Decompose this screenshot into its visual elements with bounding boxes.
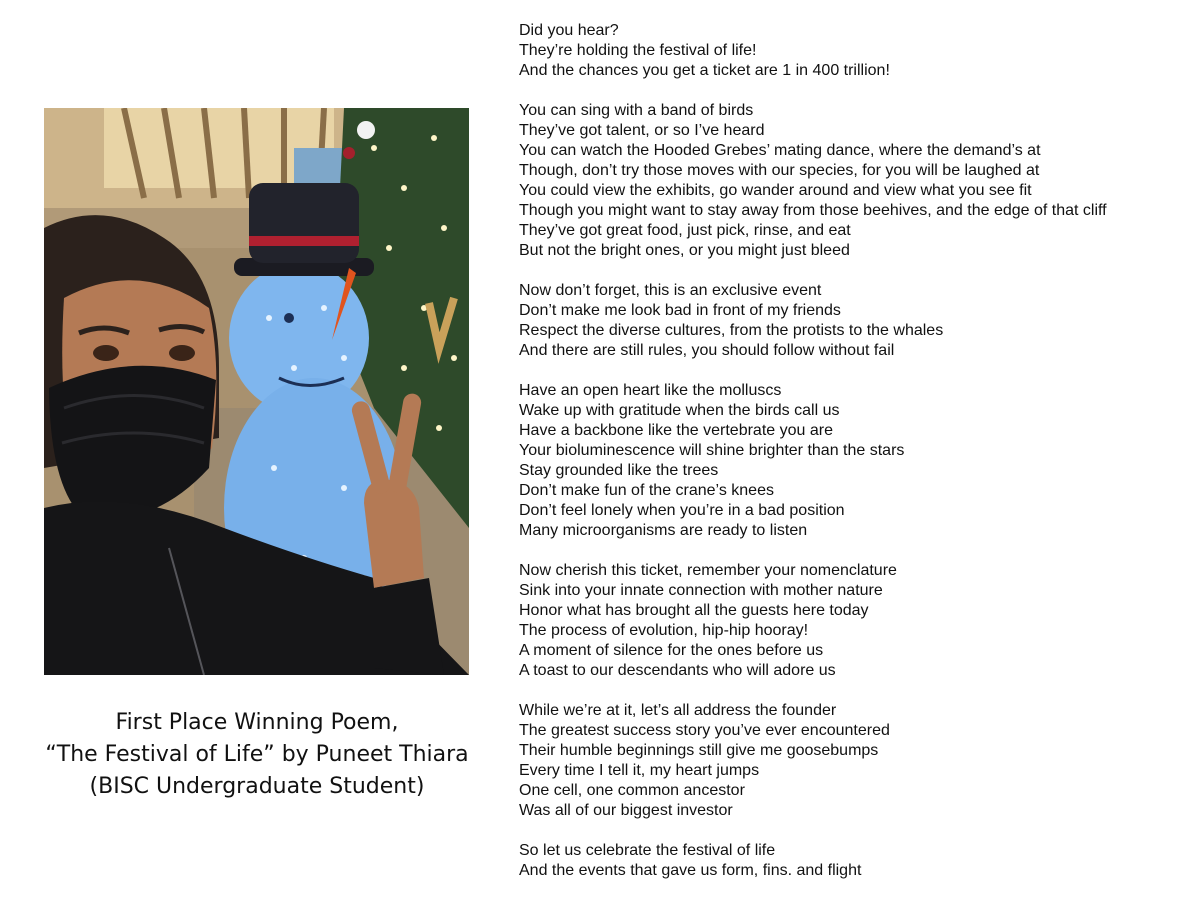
poem-line: The process of evolution, hip-hip hooray! <box>519 622 809 639</box>
selfie-photo <box>44 108 469 675</box>
poem-line: Honor what has brought all the guests here today <box>519 602 869 619</box>
poem-line: They’ve got great food, just pick, rinse, and eat <box>519 222 851 239</box>
poem-line: Have an open heart like the molluscs <box>519 382 782 399</box>
poem-line: Have a backbone like the vertebrate you are <box>519 422 833 439</box>
poem-line: You can sing with a band of birds <box>519 102 754 119</box>
poem-line: Did you hear? <box>519 22 619 39</box>
poem-stanza <box>519 701 1189 821</box>
poem-line: Was all of our biggest investor <box>519 802 733 819</box>
poem-text <box>519 21 1189 901</box>
poem-line: You can watch the Hooded Grebes’ mating dance, where the demand’s at <box>519 142 1041 159</box>
poem-line: A moment of silence for the ones before us <box>519 642 824 659</box>
photo-caption <box>20 707 494 803</box>
poem-line: Don’t feel lonely when you’re in a bad position <box>519 502 845 519</box>
selfie-illustration <box>44 108 469 675</box>
poem-line: Don’t make me look bad in front of my friends <box>519 302 841 319</box>
poem-line: Your bioluminescence will shine brighter than the stars <box>519 442 905 459</box>
poem-line: But not the bright ones, or you might just bleed <box>519 242 850 259</box>
poem-line: Sink into your innate connection with mother nature <box>519 582 883 599</box>
poem-line: The greatest success story you’ve ever encountered <box>519 722 890 739</box>
poem-line: And there are still rules, you should follow without fail <box>519 342 895 359</box>
poem-line: Respect the diverse cultures, from the protists to the whales <box>519 322 944 339</box>
poem-line: You could view the exhibits, go wander around and view what you see fit <box>519 182 1032 199</box>
poem-line: Every time I tell it, my heart jumps <box>519 762 760 779</box>
poem-line: And the chances you get a ticket are 1 in 400 trillion! <box>519 62 890 79</box>
poem-line: Many microorganisms are ready to listen <box>519 522 808 539</box>
poem-line: And the events that gave us form, fins. and flight <box>519 862 862 879</box>
poem-line: Now cherish this ticket, remember your nomenclature <box>519 562 897 579</box>
poem-stanza <box>519 281 1189 361</box>
poem-stanza <box>519 101 1189 261</box>
poem-line: One cell, one common ancestor <box>519 782 745 799</box>
caption-line-1: First Place Winning Poem, <box>115 710 399 735</box>
poem-stanza <box>519 21 1189 81</box>
poem-stanza <box>519 381 1189 541</box>
poem-line: Though, don’t try those moves with our species, for you will be laughed at <box>519 162 1040 179</box>
poem-stanza <box>519 561 1189 681</box>
poem-line: Though you might want to stay away from those beehives, and the edge of that cliff <box>519 202 1107 219</box>
poem-line: Now don’t forget, this is an exclusive event <box>519 282 822 299</box>
poem-line: They’re holding the festival of life! <box>519 42 757 59</box>
poem-line: Don’t make fun of the crane’s knees <box>519 482 774 499</box>
caption-line-2: “The Festival of Life” by Puneet Thiara <box>45 742 469 767</box>
poem-line: Wake up with gratitude when the birds call us <box>519 402 840 419</box>
poem-line: Their humble beginnings still give me goosebumps <box>519 742 879 759</box>
poem-stanza <box>519 841 1189 881</box>
caption-line-3: (BISC Undergraduate Student) <box>89 774 425 799</box>
poem-line: They’ve got talent, or so I’ve heard <box>519 122 765 139</box>
poem-line: So let us celebrate the festival of life <box>519 842 776 859</box>
poem-line: While we’re at it, let’s all address the founder <box>519 702 837 719</box>
poem-line: A toast to our descendants who will adore us <box>519 662 836 679</box>
poem-line: Stay grounded like the trees <box>519 462 719 479</box>
